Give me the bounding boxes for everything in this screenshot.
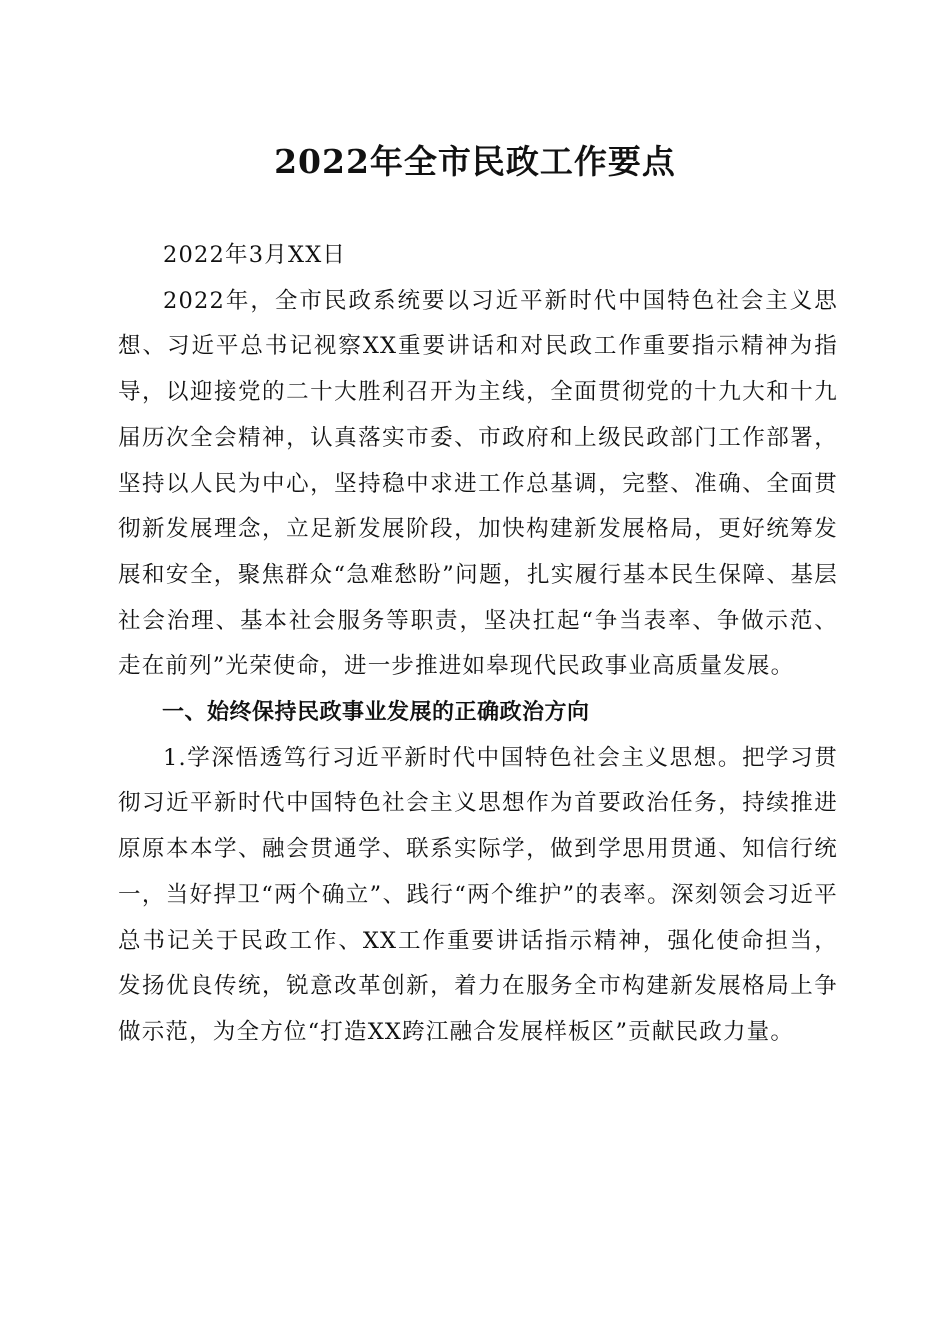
section-item-paragraph: 1.学深悟透笃行习近平新时代中国特色社会主义思想。把学习贯彻习近平新时代中国特色社会主义思想作为首要政治任务，持续推进原原本本学、融会贯通学、联系实际学，做到学思用贯通、知信行统一，当好捍卫“两个确立”、践行“两个维护”的表率。深刻领会习近平总书记关于民政工作、XX工作重要讲话指示精神，强化使命担当，发扬优良传统，锐意改革创新，着力在服务全市构建新发展格局上争做示范，为全方位“打造XX跨江融合发展样板区”贡献民政力量。 [118,744,838,1045]
document-title: 2022年全市民政工作要点 [274,142,676,181]
intro-paragraph: 2022年，全市民政系统要以习近平新时代中国特色社会主义思想、习近平总书记视察XX重要讲话和对民政工作重要指示精神为指导，以迎接党的二十大胜利召开为主线，全面贯彻党的十九大和十九届历次全会精神，认真落实市委、市政府和上级民政部门工作部署，坚持以人民为中心，坚持稳中求进工作总基调，完整、准确、全面贯彻新发展理念，立足新发展阶段，加快构建新发展格局，更好统筹发展和安全，聚焦群众“急难愁盼”问题，扎实履行基本民生保障、基层社会治理、基本社会服务等职责，坚决扛起“争当表率、争做示范、走在前列”光荣使命，进一步推进如皋现代民政事业高质量发展。 [118,287,838,680]
section-heading: 一、始终保持民政事业发展的正确政治方向 [162,700,590,726]
document-body [118,233,838,1056]
document-date: 2022年3月XX日 [163,242,347,268]
